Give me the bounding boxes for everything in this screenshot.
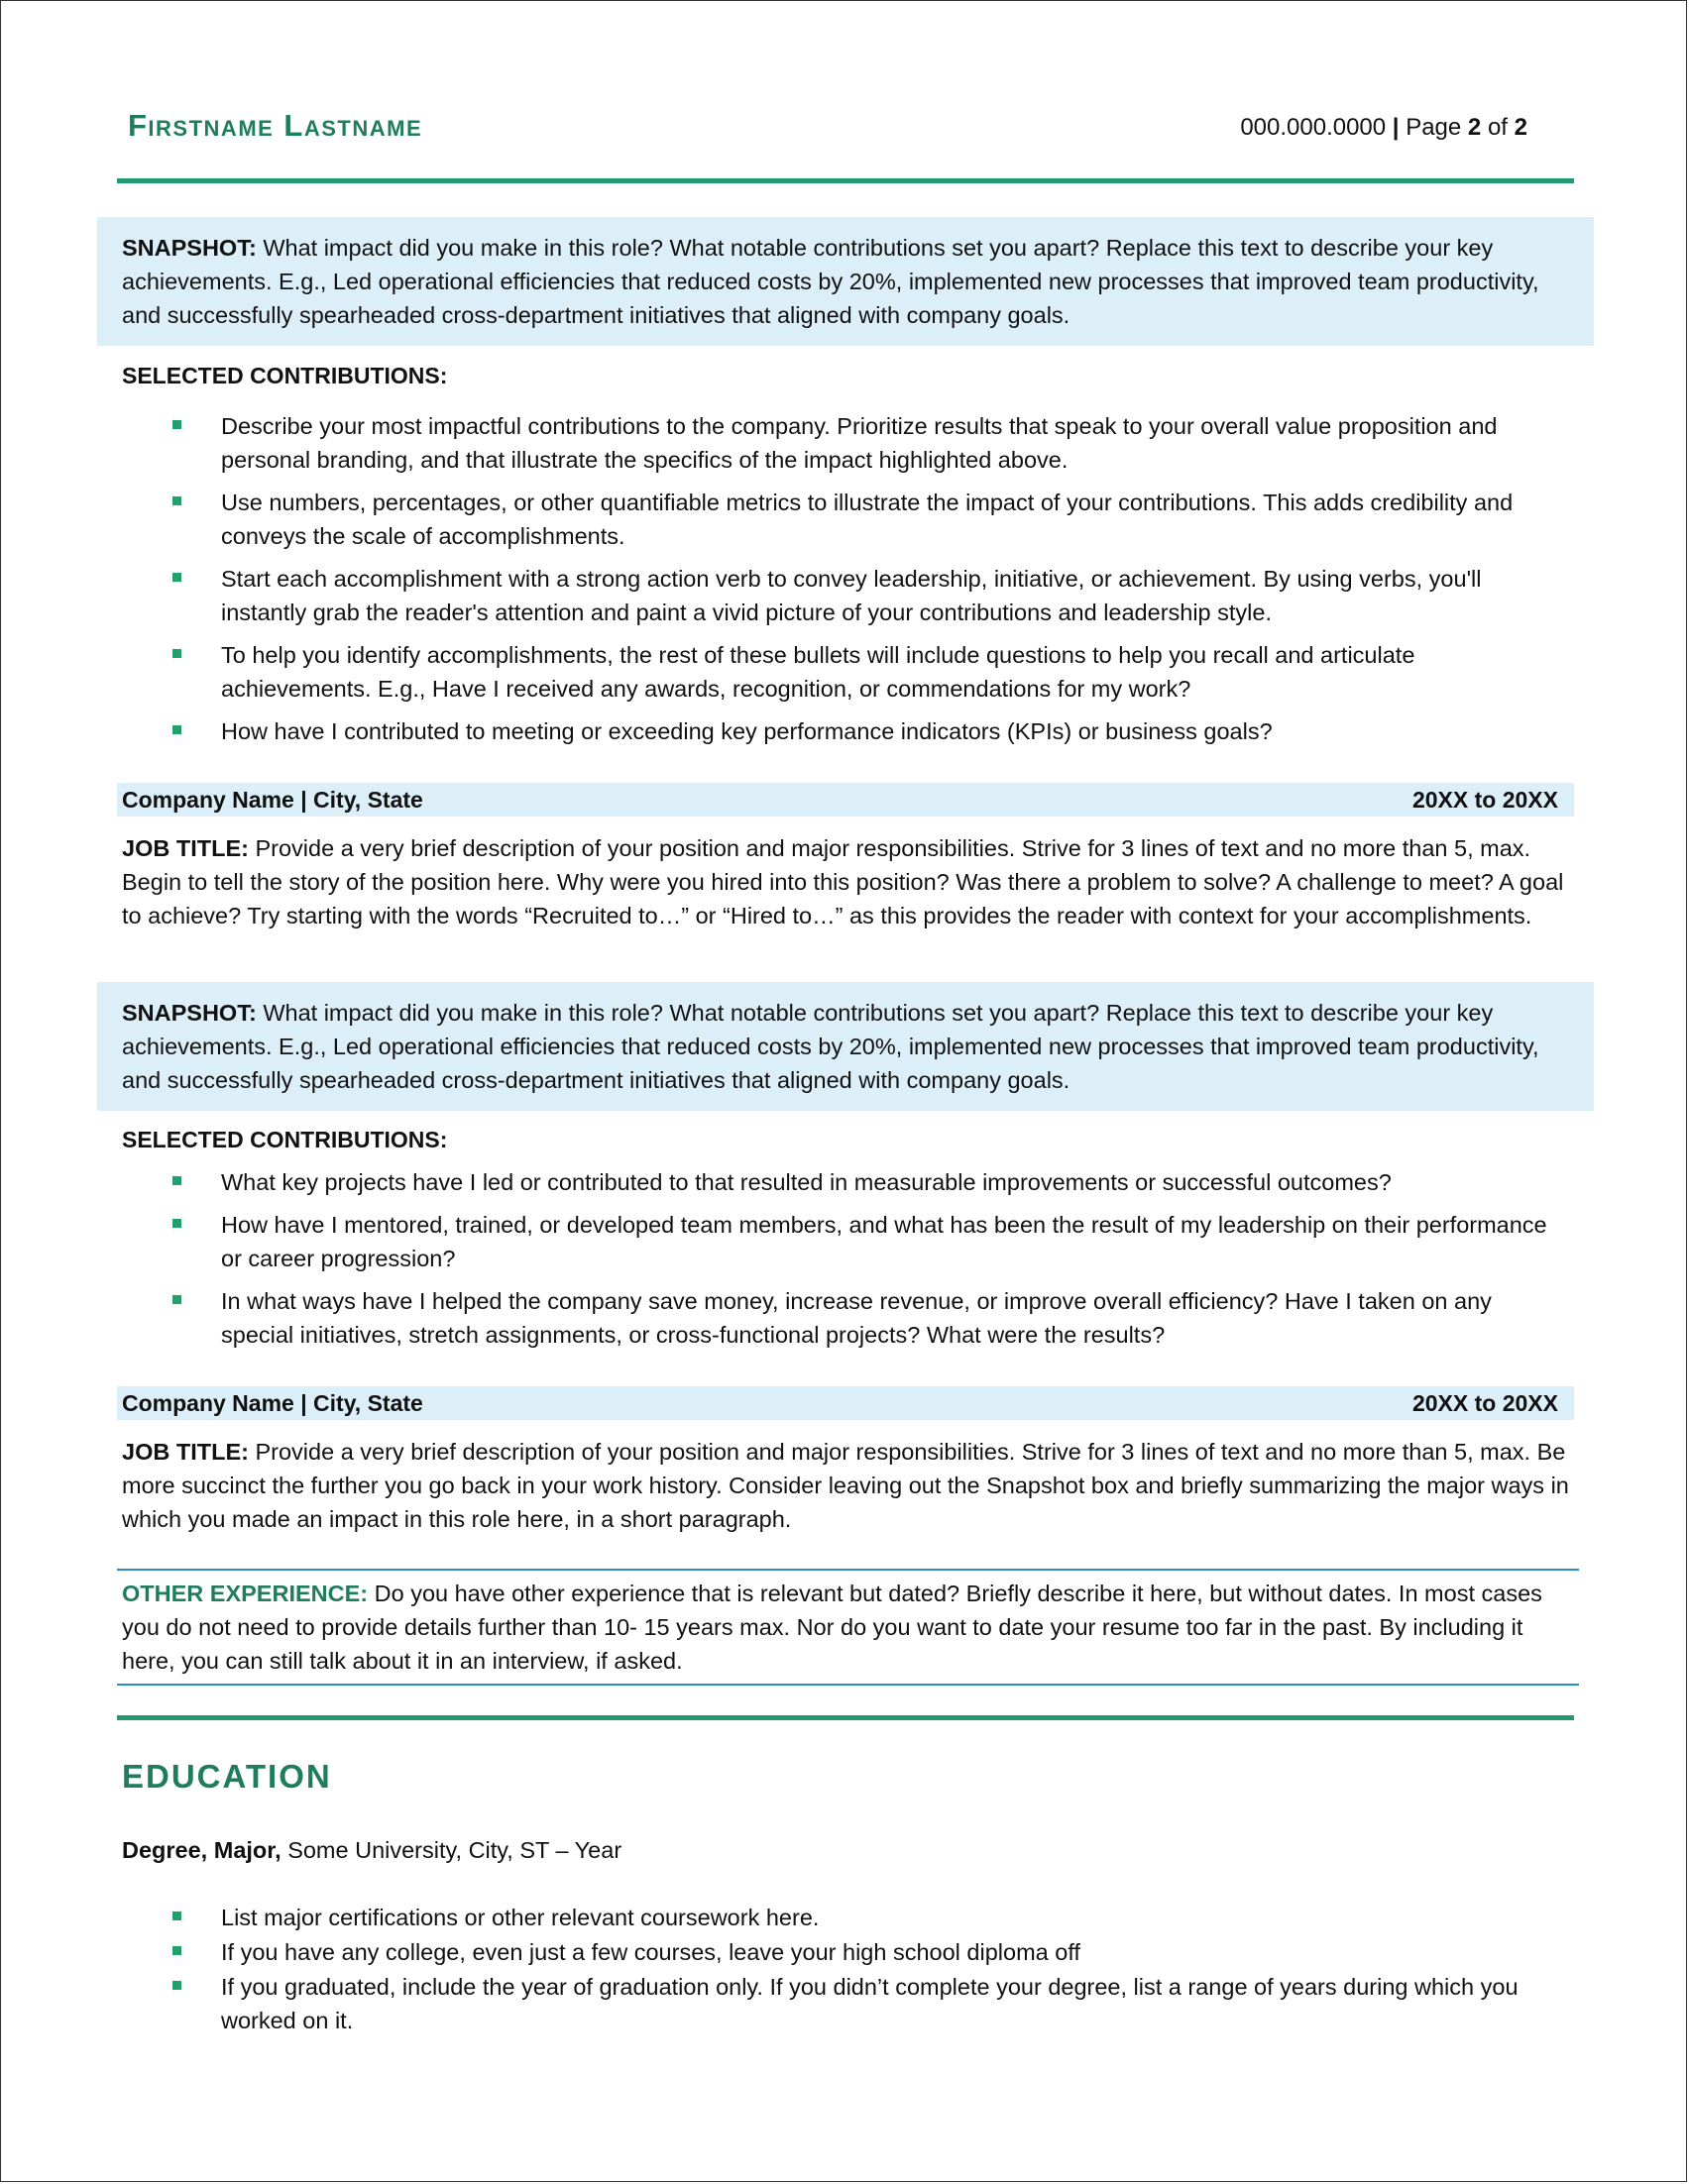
snapshot-box [97, 982, 1594, 1111]
company-name: Company Name | City, State [122, 786, 423, 813]
contributions-heading: SELECTED CONTRIBUTIONS: [122, 1127, 448, 1152]
snapshot-label: SNAPSHOT: [122, 1000, 257, 1026]
snapshot-box [97, 217, 1594, 346]
contributions-list [1, 409, 1688, 757]
list-item: If you graduated, include the year of graduation only. If you didn’t complete your degree, list a range of years during which you worked on it. [1, 1970, 1688, 2037]
other-experience-label: OTHER EXPERIENCE: [122, 1581, 369, 1606]
other-experience-text: Do you have other experience that is relevant but dated? Briefly describe it here, but without dates. In most cases you do not need to provide details further than 10- 15 years max. Nor do you want to date your resume too far in the past. By including it here, you can still talk about it in an interview, if asked. [122, 1581, 1542, 1674]
job-title-label: JOB TITLE: [122, 835, 249, 861]
contributions-list [1, 1165, 1688, 1361]
snapshot-text: What impact did you make in this role? What notable contributions set you apart? Replace this text to describe your key achievements. E.g., Led operational efficiencies that reduced costs by 20%, implemented new processes that improved team productivity, and successfully spearheaded cross-department initiatives that aligned with company goals. [122, 1000, 1539, 1093]
list-item: If you have any college, even just a few courses, leave your high school diploma off [1, 1935, 1688, 1969]
page-of: of [1487, 114, 1508, 141]
page-total: 2 [1514, 114, 1527, 141]
job-title-label: JOB TITLE: [122, 1439, 249, 1465]
job-description [122, 831, 1579, 932]
school-info: Some University, City, ST – Year [287, 1837, 622, 1863]
snapshot-text: What impact did you make in this role? What notable contributions set you apart? Replace this text to describe your key achievements. E.g., Led operational efficiencies that reduced costs by 20%, implemented new processes that improved team productivity, and successfully spearheaded cross-department initiatives that aligned with company goals. [122, 235, 1539, 328]
education-divider [117, 1715, 1574, 1720]
job-title-text: Provide a very brief description of your position and major responsibilities. Strive for 3 lines of text and no more than 5, max. Be more succinct the further you go back in your work history. Consider leaving out the Snapshot box and briefly summarizing the major ways in which you made an impact in this role here, in a short paragraph. [122, 1439, 1569, 1532]
separator: | [1392, 114, 1400, 141]
list-item: How have I mentored, trained, or developed team members, and what has been the result of my leadership on their performance or career progression? [1, 1208, 1688, 1275]
job-description [122, 1435, 1579, 1536]
job-dates: 20XX to 20XX [1411, 1389, 1558, 1416]
list-item: Start each accomplishment with a strong action verb to convey leadership, initiative, or achievement. By using verbs, you'll instantly grab the reader's attention and paint a vivid picture of your contributions and leadership style. [1, 562, 1688, 629]
other-experience [117, 1569, 1579, 1686]
company-bar [117, 1386, 1574, 1420]
snapshot-label: SNAPSHOT: [122, 235, 257, 261]
education-list [1, 1901, 1688, 2038]
list-item: What key projects have I led or contributed to that resulted in measurable improvements or successful outcomes? [1, 1165, 1688, 1199]
company-bar [117, 783, 1574, 817]
candidate-name: Firstname Lastname [128, 108, 423, 143]
page-current: 2 [1467, 114, 1482, 141]
contributions-heading: SELECTED CONTRIBUTIONS: [122, 363, 448, 388]
page-word: Page [1406, 114, 1462, 141]
job-dates: 20XX to 20XX [1411, 786, 1558, 813]
list-item: To help you identify accomplishments, the rest of these bullets will include questions to help you recall and articulate achievements. E.g., Have I received any awards, recognition, or commendations for my work? [1, 638, 1688, 706]
degree-major: Degree, Major, [122, 1837, 282, 1863]
contact-info [1240, 114, 1527, 142]
list-item: Use numbers, percentages, or other quantifiable metrics to illustrate the impact of your contributions. This adds credibility and conveys the scale of accomplishments. [1, 486, 1688, 553]
job-title-text: Provide a very brief description of your position and major responsibilities. Strive for 3 lines of text and no more than 5, max. Begin to tell the story of the position here. Why were you hired into this position? Was there a problem to solve? A challenge to meet? A goal to achieve? Try starting with the words “Recruited to…” or “Hired to…” as this provides the reader with context for your accomplishments. [122, 835, 1564, 928]
list-item: How have I contributed to meeting or exceeding key performance indicators (KPIs) or business goals? [1, 714, 1688, 748]
list-item: List major certifications or other relevant coursework here. [1, 1901, 1688, 1934]
degree-line [122, 1837, 621, 1864]
header-divider [117, 178, 1574, 183]
phone-number: 000.000.0000 [1240, 114, 1387, 141]
company-name: Company Name | City, State [122, 1389, 423, 1416]
education-heading: EDUCATION [122, 1758, 332, 1795]
list-item: Describe your most impactful contributions to the company. Prioritize results that speak to your overall value proposition and personal branding, and that illustrate the specifics of the impact highlighted above. [1, 409, 1688, 477]
list-item: In what ways have I helped the company save money, increase revenue, or improve overall efficiency? Have I taken on any special initiatives, stretch assignments, or cross-functional projects? What were the results? [1, 1284, 1688, 1352]
